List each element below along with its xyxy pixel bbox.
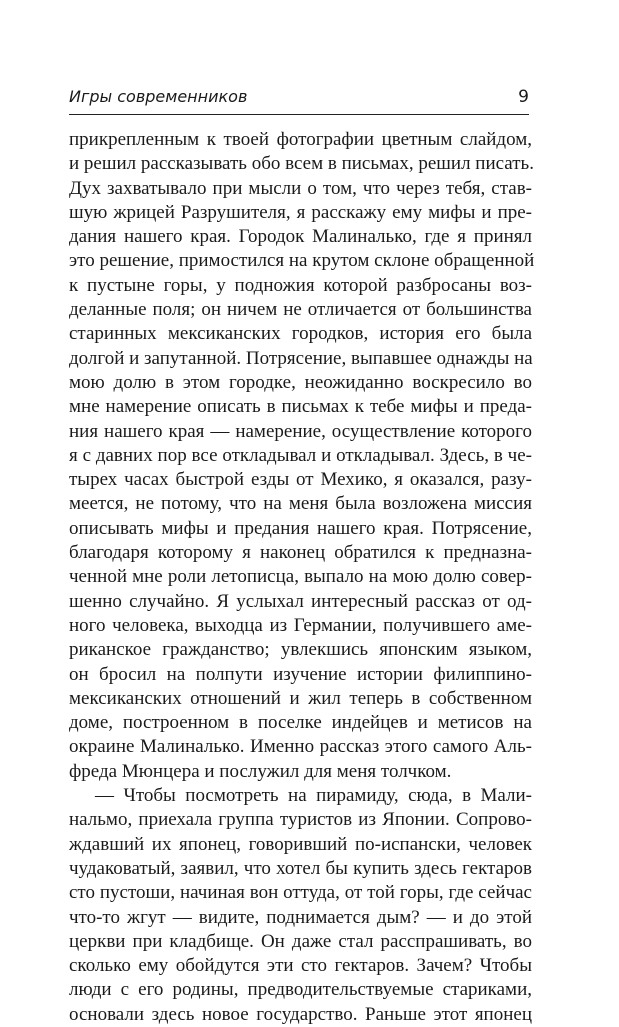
text-line: фреда Мюнцера и послужил для меня толчком.	[69, 760, 452, 782]
text-line: шенно случайно. Я услыхал интересный рассказ от од-	[69, 590, 532, 612]
text-line: основали здесь новое государство. Раньше этот японец	[69, 1003, 532, 1025]
text-line: ния нашего края — намерение, осуществление которого	[69, 420, 532, 442]
text-line: дания нашего края. Городок Малиналько, где я принял	[69, 226, 532, 248]
header-rule	[69, 114, 529, 115]
text-line: — Чтобы посмотреть на пирамиду, сюда, в Мали-	[95, 785, 532, 807]
text-line: старинных мексиканских городков, история его была	[69, 323, 532, 345]
running-title: Игры современников	[69, 87, 248, 106]
text-line: мексиканских отношений и жил теперь в собственном	[69, 687, 532, 709]
text-line: сто пустоши, начиная вон оттуда, от той горы, где сейчас	[69, 882, 532, 904]
text-line: к пустыне горы, у подножия которой разбросаны воз-	[69, 274, 532, 296]
text-line: мою долю в этом городке, неожиданно воскресило во	[69, 371, 532, 393]
page-number: 9	[518, 87, 529, 107]
text-line: шую жрицей Разрушителя, я расскажу ему мифы и пре-	[69, 201, 532, 223]
text-line: прикрепленным к твоей фотографии цветным слайдом,	[69, 129, 532, 150]
text-line: чудаковатый, заявил, что хотел бы купить здесь гектаров	[69, 857, 532, 879]
text-line: люди с его родины, предводительствуемые стариками,	[69, 979, 532, 1001]
text-line: тырех часах быстрой езды от Мехико, я оказался, разу-	[69, 469, 532, 491]
text-line: деланные поля; он ничем не отличается от большинства	[69, 299, 532, 321]
text-line: ченной мне роли летописца, выпало на мою долю совер-	[69, 566, 532, 588]
text-line: долгой и запутанной. Потрясение, выпавшее однажды на	[69, 347, 533, 369]
text-line: это решение, примостился на крутом склоне обращенной	[69, 250, 535, 272]
text-line: я с давних пор все откладывал и откладывал. Здесь, в че-	[69, 444, 532, 466]
text-line: церкви при кладбище. Он даже стал расспрашивать, во	[69, 930, 532, 952]
text-line: ного человека, выходца из Германии, получившего аме-	[69, 614, 532, 636]
text-line: описывать мифы и предания нашего края. Потрясение,	[69, 517, 532, 539]
text-line: окраине Малиналько. Именно рассказ этого самого Аль-	[69, 736, 532, 758]
text-line: доме, построенном в поселке индейцев и метисов на	[69, 712, 532, 734]
text-line: мне намерение описать в письмах к тебе мифы и преда-	[69, 396, 532, 418]
text-line: он бросил на полпути изучение истории филиппино-	[69, 663, 532, 685]
text-line: сколько ему обойдутся эти сто гектаров. Зачем? Чтобы	[69, 955, 532, 977]
body-text	[69, 128, 535, 1027]
text-line: нальмо, приехала группа туристов из Японии. Сопрово-	[69, 809, 532, 831]
text-line: меется, не потому, что на меня была возложена миссия	[69, 493, 532, 515]
text-line: ждавший их японец, говоривший по-испански, человек	[69, 833, 532, 855]
text-line: Дух захватывало при мысли о том, что через тебя, став-	[69, 177, 532, 199]
text-line: риканское гражданство; увлекшись японским языком,	[69, 639, 532, 661]
text-line: что-то жгут — видите, поднимается дым? — и до этой	[69, 906, 532, 928]
text-line: благодаря которому я наконец обратился к предназна-	[69, 542, 532, 564]
running-head	[69, 86, 529, 112]
text-line: и решил рассказывать обо всем в письмах, решил писать.	[69, 153, 534, 175]
